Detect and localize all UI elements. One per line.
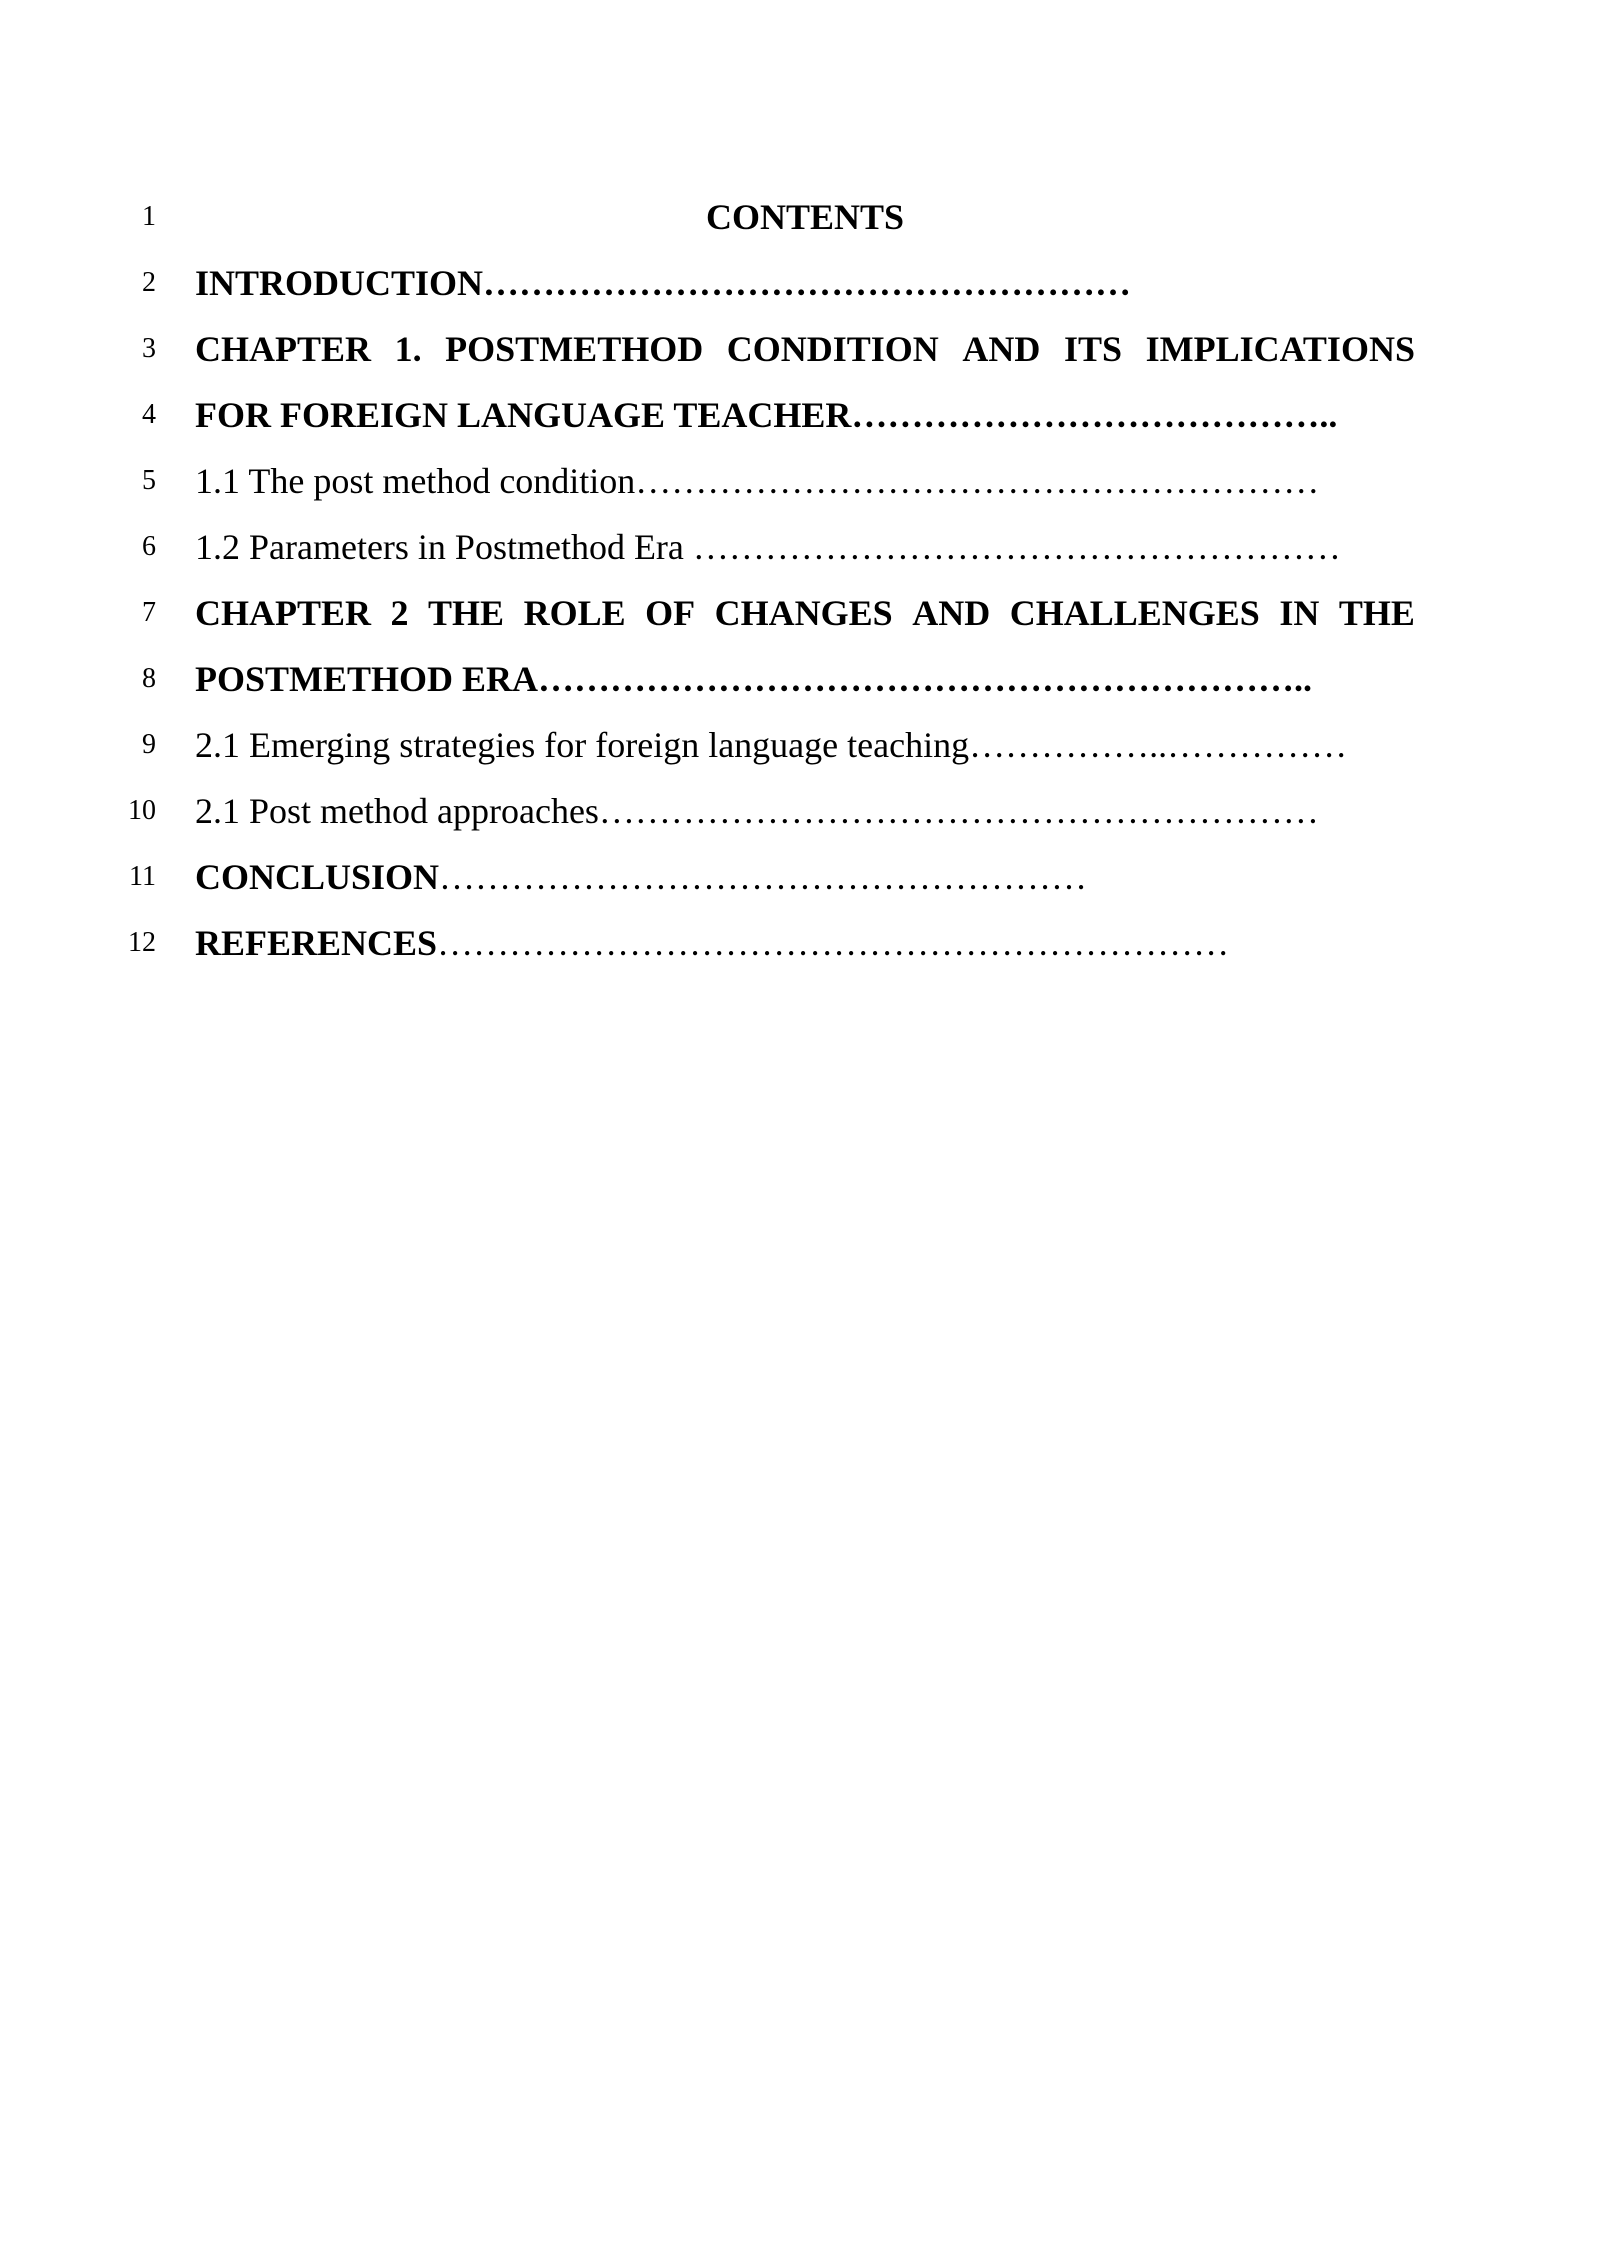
title-word: CHAPTER — [195, 329, 372, 369]
title-word: ITS — [1063, 329, 1123, 369]
toc-line — [0, 448, 1600, 514]
chapter-2-title-line-2: POSTMETHOD ERA……………………………………………………….. — [195, 659, 1313, 699]
toc-line — [0, 250, 1600, 316]
title-word: IN — [1279, 593, 1320, 633]
line-number: 9 — [142, 729, 156, 760]
title-word: THE — [1338, 593, 1415, 633]
contents-heading: CONTENTS — [705, 197, 905, 237]
toc-line — [0, 382, 1600, 448]
toc-entry-introduction: INTRODUCTION……………………………………………… — [195, 263, 1132, 303]
title-word: IMPLICATIONS — [1145, 329, 1415, 369]
toc-entry-section-1-1: 1.1 The post method condition………………………………………………… — [195, 461, 1320, 501]
toc-line — [0, 580, 1600, 646]
title-word: CHANGES — [714, 593, 893, 633]
line-number: 4 — [142, 399, 156, 430]
title-word: CHAPTER — [195, 593, 372, 633]
chapter-2-title-line-1 — [195, 580, 1415, 646]
toc-entry-chapter-2 — [195, 580, 1415, 646]
toc-line — [0, 316, 1600, 382]
line-number: 11 — [129, 861, 156, 892]
toc-entry-chapter-1 — [195, 316, 1415, 382]
toc-entry-references — [195, 910, 1415, 976]
toc-entry-section-2-1-approaches: 2.1 Post method approaches…………………………………………………… — [195, 791, 1319, 831]
title-word: OF — [645, 593, 696, 633]
title-word: CHALLENGES — [1009, 593, 1260, 633]
line-number: 3 — [142, 333, 156, 364]
toc-line — [0, 844, 1600, 910]
title-word: 1. — [394, 329, 422, 369]
line-number: 2 — [142, 267, 156, 298]
title-word: POSTMETHOD — [445, 329, 704, 369]
chapter-1-title-line-2: FOR FOREIGN LANGUAGE TEACHER………………………………….. — [195, 395, 1338, 435]
toc-entry-section-1-2: 1.2 Parameters in Postmethod Era ……………………………………………… — [195, 527, 1341, 567]
conclusion-leader-dots: ……………………………………………… — [439, 857, 1088, 897]
toc-line — [0, 778, 1600, 844]
line-number: 10 — [128, 795, 156, 826]
toc-line — [0, 712, 1600, 778]
title-word: 2 — [390, 593, 409, 633]
toc-line — [0, 646, 1600, 712]
title-word: CONDITION — [726, 329, 939, 369]
references-leader-dots: ………………………………………………………… — [437, 923, 1230, 963]
line-number: 8 — [142, 663, 156, 694]
references-label: REFERENCES — [195, 923, 438, 963]
conclusion-label: CONCLUSION — [195, 857, 440, 897]
toc-line — [0, 514, 1600, 580]
toc-entry-conclusion — [195, 844, 1415, 910]
toc-line — [0, 910, 1600, 976]
title-word: THE — [428, 593, 505, 633]
toc-line — [0, 184, 1600, 250]
title-word: AND — [912, 593, 991, 633]
title-word: AND — [962, 329, 1041, 369]
title-word: ROLE — [523, 593, 626, 633]
chapter-1-title-line-1 — [195, 316, 1415, 382]
line-number: 12 — [128, 927, 156, 958]
line-number: 5 — [142, 465, 156, 496]
line-number: 1 — [142, 201, 156, 232]
line-number: 7 — [142, 597, 156, 628]
toc-entry-section-2-1: 2.1 Emerging strategies for foreign language teaching……………..…………… — [195, 725, 1348, 765]
line-number: 6 — [142, 531, 156, 562]
